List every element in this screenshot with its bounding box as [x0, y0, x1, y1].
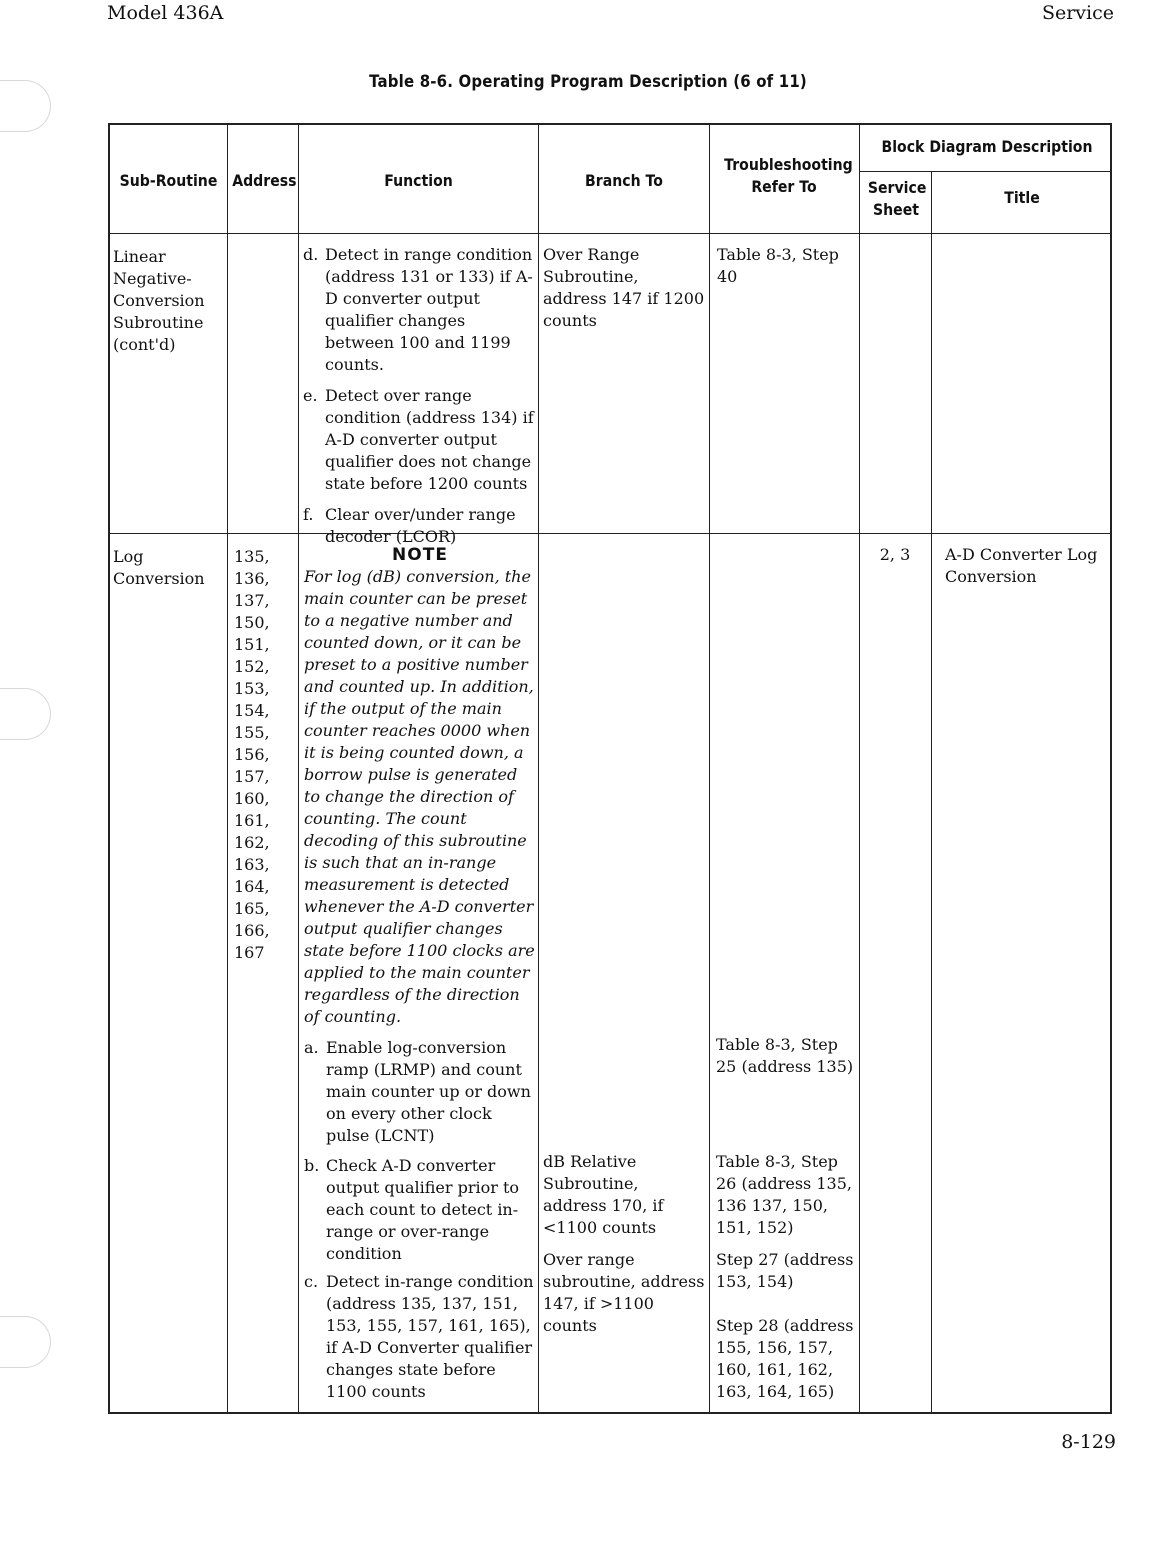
row2-function	[304, 544, 536, 1403]
item-letter: c.	[304, 1272, 319, 1291]
item-letter: e.	[303, 386, 318, 405]
item-letter: b.	[304, 1156, 320, 1175]
header-divider	[110, 233, 1110, 234]
note-heading: NOTE	[392, 545, 448, 565]
section-label: Service	[1041, 2, 1114, 24]
row1-function-item	[303, 385, 535, 495]
row2-subroutine: Log Conversion	[113, 547, 205, 588]
note-text: For log (dB) conversion, the main counter can be preset to a negative number and counted down, or it can be preset to a positive number and counted up. In addition, if the output of the main counter reaches 0000 when it is being counted down, a borrow pulse is generated to change the direction of counting. The count decoding of this subroutine is such that an in-range measurement is detected whenever the A-D converter output qualifier changes state before 1100 clocks are applied to the main counter regardless of the direction of counting.	[304, 567, 535, 1026]
item-text: Clear over/under range decoder (LCOR)	[325, 505, 516, 546]
col-header-address: Address	[232, 171, 297, 190]
col-header-subroutine: Sub-Routine	[119, 171, 218, 190]
row2-function-item	[304, 1155, 536, 1265]
row2-function-item	[304, 1271, 536, 1403]
row2-trouble-c2: Step 28 (address 155, 156, 157, 160, 161, 162, 163, 164, 165)	[716, 1316, 854, 1401]
row2-trouble-a: Table 8-3, Step 25 (address 135)	[716, 1035, 854, 1076]
row2-title: A-D Converter Log Conversion	[945, 545, 1098, 586]
item-letter: a.	[304, 1038, 319, 1057]
header-subdivider	[860, 171, 1110, 172]
row-divider	[110, 533, 1110, 534]
row1-function-item	[303, 244, 535, 376]
col-header-branch-to: Branch To	[585, 171, 663, 190]
row1-troubleshooting: Table 8-3, Step 40	[717, 245, 839, 286]
col-header-function: Function	[384, 171, 453, 190]
row1-function-item	[303, 504, 535, 548]
row2-trouble-b: Table 8-3, Step 26 (address 135, 136 137, 150, 151, 152)	[716, 1152, 852, 1237]
row1-function	[303, 244, 535, 548]
binder-hole-mark	[0, 80, 51, 132]
col-header-title: Title	[1004, 188, 1040, 207]
item-text: Detect over range condition (address 134) if A-D converter output qualifier does not change state before 1200 counts	[325, 386, 534, 493]
row2-branch-c: Over range subroutine, address 147, if >1100 counts	[543, 1250, 705, 1335]
table-title: Table 8-6. Operating Program Description (6 of 11)	[369, 72, 807, 92]
column-divider	[859, 125, 860, 1412]
row2-service-sheet: 2, 3	[879, 545, 911, 564]
row2-trouble-c1: Step 27 (address 153, 154)	[716, 1250, 854, 1291]
binder-hole-mark	[0, 688, 51, 740]
column-divider	[298, 125, 299, 1412]
col-header-troubleshooting: Troubleshooting Refer To	[724, 155, 853, 196]
item-text: Detect in range condition (address 131 or 133) if A-D converter output qualifier changes between 100 and 1199 counts.	[325, 245, 533, 374]
row1-subroutine: Linear Negative-Conversion Subroutine (cont'd)	[113, 247, 205, 354]
item-text: Enable log-conversion ramp (LRMP) and count main counter up or down on every other clock pulse (LCNT)	[326, 1038, 531, 1145]
binder-hole-mark	[0, 1316, 51, 1368]
model-label: Model 436A	[107, 2, 224, 24]
row2-function-item	[304, 1037, 536, 1147]
col-header-service-sheet: Service Sheet	[867, 178, 927, 219]
column-divider	[931, 171, 932, 1412]
row1-branch-to: Over Range Subroutine, address 147 if 1200 counts	[543, 245, 705, 330]
column-divider	[709, 125, 710, 1412]
item-letter: f.	[303, 505, 314, 524]
item-text: Detect in-range condition (address 135, 137, 151, 153, 155, 157, 161, 165), if A-D Converter qualifier changes state before 1100 counts	[326, 1272, 534, 1401]
item-text: Check A-D converter output qualifier prior to each count to detect in-range or over-range condition	[326, 1156, 520, 1263]
row2-addresses: 135, 136, 137, 150, 151, 152, 153, 154, 155, 156, 157, 160, 161, 162, 163, 164, 165, 166, 167	[234, 547, 270, 962]
col-header-block-diagram: Block Diagram Description	[881, 137, 1093, 156]
column-divider	[538, 125, 539, 1412]
column-divider	[227, 125, 228, 1412]
item-letter: d.	[303, 245, 319, 264]
page-number: 8-129	[1061, 1431, 1116, 1453]
program-description-table	[108, 123, 1112, 1414]
row2-branch-b: dB Relative Subroutine, address 170, if <1100 counts	[543, 1152, 664, 1237]
